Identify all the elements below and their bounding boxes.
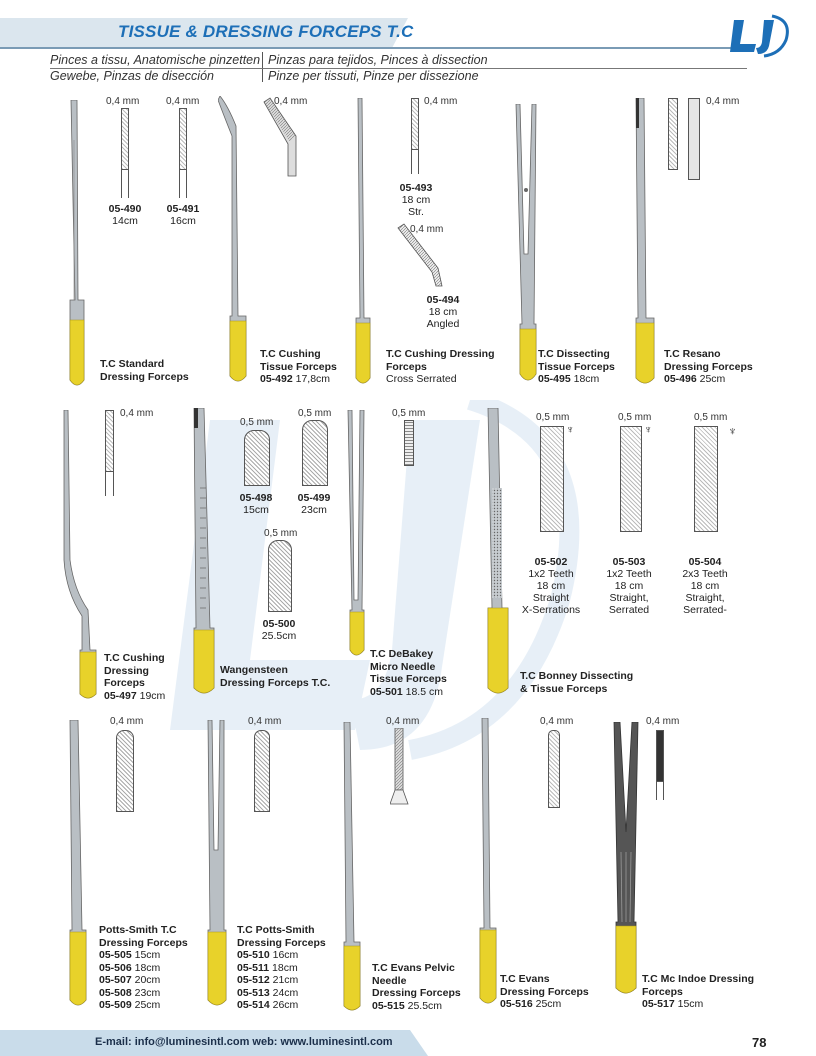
tooth-icon-503: ♆ [644,424,653,436]
tip-size-492: 0,4 mm [274,96,308,107]
label-501: T.C DeBakey Micro Needle Tissue Forceps 05-501 18.5 cm [370,648,447,698]
tip-detail-504 [694,426,718,532]
brand-logo [728,10,794,60]
tip-detail-496-b [688,98,700,180]
code-491: 05-491 16cm [166,203,200,227]
tip-size-499: 0,5 mm [298,408,332,419]
tip-size-491: 0,4 mm [166,96,200,107]
tip-size-516: 0,4 mm [540,716,574,727]
tip-detail-510 [254,730,270,812]
subtitle-left-1: Pinces a tissu, Anatomische pinzetten [50,53,261,67]
subtitle-rule [50,68,747,69]
tip-detail-500 [268,540,292,612]
code-504: 05-504 2x3 Teeth 18 cm Straight, Serrated- [682,556,728,616]
tip-size-517: 0,4 mm [646,716,680,727]
size-row: 05-508 23cm [99,986,161,999]
label-490-491: T.C Standard Dressing Forceps [100,358,189,383]
tip-shank-497 [105,470,114,496]
size-row: 05-511 18cm [237,961,298,974]
tip-detail-502 [540,426,564,532]
forceps-505-image [66,720,92,1010]
tip-detail-515 [390,728,412,810]
size-row: 05-505 15cm [99,949,161,961]
tip-size-501: 0,5 mm [392,408,426,419]
size-row: 05-513 24cm [237,986,299,999]
page-title: TISSUE & DRESSING FORCEPS T.C [118,22,414,41]
label-502-504: T.C Bonney Dissecting & Tissue Forceps [520,670,634,695]
tip-detail-497 [105,410,114,472]
size-list-505-509 [99,949,160,1012]
code-494: 05-494 18 cm Angled [426,294,460,330]
subtitle-right-2: Pinze per tissuti, Pinze per dissezione [268,69,479,83]
label-510-514: T.C Potts-Smith Dressing Forceps [237,924,326,949]
label-516: T.C Evans Dressing Forceps 05-516 25cm [500,973,589,1010]
tip-size-504: 0,5 mm [694,412,728,423]
tooth-icon-502: ♆ [566,424,575,436]
tip-size-510: 0,4 mm [248,716,282,727]
tip-size-500: 0,5 mm [264,528,298,539]
label-496: T.C Resano Dressing Forceps 05-496 25cm [664,348,753,385]
tip-detail-501 [404,420,414,466]
label-515: T.C Evans Pelvic Needle Dressing Forceps 05-515 25.5cm [372,962,461,1012]
code-503: 05-503 1x2 Teeth 18 cm Straight, Serrated [606,556,652,616]
subtitle-left-2: Gewebe, Pinzas de disección [50,69,214,83]
label-498-500: Wangensteen Dressing Forceps T.C. [220,664,331,689]
tip-detail-494 [394,222,454,288]
tip-detail-491 [179,108,187,170]
header-rule [0,47,750,49]
size-list-510-514 [237,949,298,1012]
tip-detail-492 [262,96,302,180]
tip-size-498: 0,5 mm [240,417,274,428]
size-row: 05-507 20cm [99,974,161,986]
forceps-490-image [66,100,88,390]
label-495: T.C Dissecting Tissue Forceps 05-495 18cm [538,348,615,385]
tip-size-497: 0,4 mm [120,408,154,419]
tip-detail-496-a [668,98,678,170]
label-492: T.C Cushing Tissue Forceps 05-492 17,8cm [260,348,337,385]
tip-shank-517 [656,780,664,800]
footer-contact: E-mail: info@luminesintl.com web: www.luminesintl.com [95,1036,393,1048]
tip-detail-499 [302,420,328,486]
forceps-510-image [204,720,232,1010]
tip-size-502: 0,5 mm [536,412,570,423]
subtitle-separator [262,52,263,82]
tip-size-505: 0,4 mm [110,716,144,727]
code-499: 05-499 23cm [297,492,331,516]
tip-size-494: 0,4 mm [410,224,444,235]
page-number: 78 [752,1035,767,1050]
forceps-498-image [190,408,220,698]
code-490: 05-490 14cm [108,203,142,227]
forceps-496-image [632,98,660,388]
tip-size-503: 0,5 mm [618,412,652,423]
label-505-509: Potts-Smith T.C Dressing Forceps [99,924,188,949]
forceps-516-image [476,718,502,1008]
forceps-493-image [352,98,374,388]
label-493-494: T.C Cushing Dressing Forceps Cross Serrated [386,348,495,385]
tip-size-515: 0,4 mm [386,716,420,727]
tip-detail-505 [116,730,134,812]
tip-size-490: 0,4 mm [106,96,140,107]
forceps-495-image [512,104,542,384]
tip-shank-491 [179,168,187,198]
forceps-497-image [60,410,104,700]
size-row: 05-512 21cm [237,974,299,986]
tip-shank-490 [121,168,129,198]
tip-size-496: 0,4 mm [706,96,740,107]
size-row: 05-514 26cm [237,999,299,1011]
forceps-501-image [344,410,370,700]
tip-size-493: 0,4 mm [424,96,458,107]
label-517: T.C Mc Indoe Dressing Forceps 05-517 15cm [642,973,755,1010]
size-row: 05-510 16cm [237,949,299,961]
forceps-502-image [484,408,514,698]
forceps-492-image [218,96,254,386]
tip-detail-516 [548,730,560,808]
tip-detail-493 [411,98,419,150]
tooth-icon-504: ♆ [728,424,737,438]
code-498: 05-498 15cm [239,492,273,516]
forceps-515-image [340,722,366,1012]
code-502: 05-502 1x2 Teeth 18 cm Straight X-Serrations [521,556,581,616]
subtitle-right-1: Pinzas para tejidos, Pinces à dissection [268,53,488,67]
code-500: 05-500 25.5cm [261,618,297,642]
tip-detail-517 [656,730,664,782]
forceps-517-image [608,722,644,1012]
code-493: 05-493 18 cm Str. [399,182,433,218]
tip-detail-503 [620,426,642,532]
tip-detail-490 [121,108,129,170]
size-row: 05-506 18cm [99,961,161,974]
tip-detail-498 [244,430,270,486]
label-497: T.C Cushing Dressing Forceps 05-497 19cm [104,652,166,702]
size-row: 05-509 25cm [99,999,161,1011]
tip-shank-493 [411,148,419,174]
